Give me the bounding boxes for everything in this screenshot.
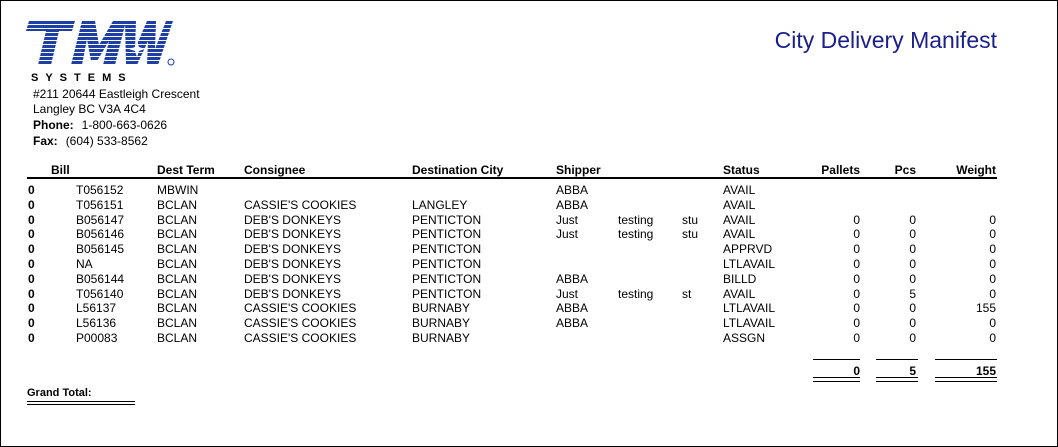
cell-s3: stu: [682, 212, 699, 227]
col-header-weight: Weight: [956, 163, 996, 177]
cell-consignee: CASSIE'S COOKIES: [244, 316, 357, 331]
cell-bill: B056147: [76, 212, 125, 227]
cell-weight: 0: [989, 242, 996, 257]
pallets-total-double-rule: [813, 377, 860, 382]
cell-dest: BCLAN: [157, 212, 198, 227]
cell-s3: st: [682, 286, 692, 301]
cell-flag: 0: [28, 316, 35, 331]
cell-s2: testing: [618, 212, 654, 227]
cell-city: BURNABY: [412, 316, 471, 331]
cell-city: PENTICTON: [412, 286, 482, 301]
cell-s2: testing: [618, 286, 654, 301]
cell-bill: P00083: [76, 331, 118, 345]
cell-bill: NA: [76, 257, 93, 271]
fax-value: (604) 533-8562: [65, 134, 148, 148]
cell-consignee: DEB'S DONKEYS: [244, 257, 341, 271]
address-line-2: Langley BC V3A 4C4: [33, 102, 146, 116]
cell-status: AVAIL: [723, 197, 756, 212]
cell-weight: 0: [989, 286, 996, 301]
col-header-bill: Bill: [51, 163, 70, 177]
cell-dest: BCLAN: [157, 197, 198, 212]
cell-bill: L56137: [76, 301, 117, 316]
cell-city: PENTICTON: [412, 212, 482, 227]
cell-weight: 0: [989, 271, 996, 286]
cell-weight: 0: [989, 331, 996, 345]
pcs-total-rule: [876, 359, 918, 360]
cell-dest: BCLAN: [157, 271, 198, 286]
cell-pallets: 0: [853, 227, 860, 242]
weight-total-rule: [935, 359, 997, 360]
cell-status: LTLAVAIL: [723, 316, 776, 331]
col-header-consignee: Consignee: [244, 163, 306, 177]
grand-total-label: Grand Total:: [27, 387, 92, 399]
cell-flag: 0: [28, 257, 35, 271]
cell-weight: 0: [989, 212, 996, 227]
phone-value: 1-800-663-0626: [81, 118, 168, 132]
cell-shipper: Just: [556, 227, 579, 242]
cell-shipper: ABBA: [556, 316, 589, 331]
pcs-total-double-rule: [876, 377, 918, 382]
cell-shipper: ABBA: [556, 183, 589, 197]
total-weight: 155: [975, 364, 996, 378]
cell-pcs: 0: [909, 316, 916, 331]
report-title: City Delivery Manifest: [774, 27, 997, 53]
col-header-dest-term: Dest Term: [157, 163, 215, 177]
cell-consignee: CASSIE'S COOKIES: [244, 197, 357, 212]
cell-pcs: 0: [909, 242, 916, 257]
cell-city: BURNABY: [412, 301, 471, 316]
cell-pcs: 0: [909, 301, 916, 316]
col-header-destination-city: Destination City: [412, 163, 504, 177]
cell-dest: BCLAN: [157, 227, 198, 242]
cell-city: PENTICTON: [412, 257, 482, 271]
cell-bill: B056145: [76, 242, 125, 257]
cell-pcs: 5: [909, 286, 916, 301]
fax-row: [33, 134, 148, 148]
cell-consignee: DEB'S DONKEYS: [244, 227, 341, 242]
cell-bill: T056152: [76, 183, 124, 197]
cell-shipper: ABBA: [556, 271, 589, 286]
total-pallets: 0: [853, 364, 860, 378]
cell-flag: 0: [28, 197, 35, 212]
cell-status: BILLD: [723, 271, 757, 286]
cell-city: PENTICTON: [412, 227, 482, 242]
cell-flag: 0: [28, 183, 35, 197]
cell-city: PENTICTON: [412, 271, 482, 286]
cell-dest: BCLAN: [157, 316, 198, 331]
header-rule: [27, 177, 997, 179]
cell-dest: MBWIN: [157, 183, 199, 197]
cell-pallets: 0: [853, 212, 860, 227]
cell-weight: 0: [989, 227, 996, 242]
cell-pallets: 0: [853, 242, 860, 257]
cell-city: PENTICTON: [412, 242, 482, 257]
cell-status: LTLAVAIL: [723, 301, 776, 316]
cell-shipper: Just: [556, 286, 579, 301]
cell-pallets: 0: [853, 257, 860, 271]
grand-total-underline: [27, 401, 135, 405]
cell-shipper: ABBA: [556, 301, 589, 316]
cell-bill: B056146: [76, 227, 125, 242]
logo-subtitle: SYSTEMS: [31, 72, 133, 84]
cell-bill: T056140: [76, 286, 124, 301]
col-header-status: Status: [723, 163, 760, 177]
cell-bill: B056144: [76, 271, 125, 286]
cell-pcs: 0: [909, 227, 916, 242]
cell-s2: testing: [618, 227, 654, 242]
total-pcs: 5: [909, 364, 916, 378]
cell-flag: 0: [28, 286, 35, 301]
cell-city: LANGLEY: [412, 197, 468, 212]
cell-flag: 0: [28, 227, 35, 242]
cell-weight: 0: [989, 316, 996, 331]
cell-dest: BCLAN: [157, 331, 198, 345]
cell-flag: 0: [28, 331, 35, 345]
cell-consignee: DEB'S DONKEYS: [244, 271, 341, 286]
cell-dest: BCLAN: [157, 301, 198, 316]
cell-consignee: DEB'S DONKEYS: [244, 286, 341, 301]
phone-label: Phone:: [33, 118, 74, 132]
cell-status: AVAIL: [723, 212, 756, 227]
cell-dest: BCLAN: [157, 257, 198, 271]
cell-city: BURNABY: [412, 331, 471, 345]
phone-row: [33, 118, 167, 132]
fax-label: Fax:: [33, 134, 58, 148]
cell-pallets: 0: [853, 271, 860, 286]
cell-shipper: ABBA: [556, 197, 589, 212]
cell-pcs: 0: [909, 257, 916, 271]
cell-weight: 0: [989, 257, 996, 271]
address-line-1: #211 20644 Eastleigh Crescent: [33, 87, 200, 101]
cell-flag: 0: [28, 242, 35, 257]
cell-status: AVAIL: [723, 183, 756, 197]
cell-consignee: DEB'S DONKEYS: [244, 242, 341, 257]
tmw-logo-mark: [25, 17, 175, 73]
cell-pallets: 0: [853, 331, 860, 345]
cell-dest: BCLAN: [157, 242, 198, 257]
pallets-total-rule: [813, 359, 860, 360]
cell-pallets: 0: [853, 301, 860, 316]
cell-s3: stu: [682, 227, 699, 242]
col-header-pcs: Pcs: [894, 163, 916, 177]
cell-flag: 0: [28, 271, 35, 286]
cell-dest: BCLAN: [157, 286, 198, 301]
cell-consignee: CASSIE'S COOKIES: [244, 301, 357, 316]
cell-status: ASSGN: [723, 331, 766, 345]
col-header-shipper: Shipper: [556, 163, 601, 177]
cell-pcs: 0: [909, 271, 916, 286]
cell-shipper: Just: [556, 212, 579, 227]
cell-weight: 155: [975, 301, 996, 316]
cell-pcs: 0: [909, 212, 916, 227]
cell-bill: L56136: [76, 316, 117, 331]
cell-status: LTLAVAIL: [723, 257, 776, 271]
col-header-pallets: Pallets: [821, 163, 860, 177]
cell-status: AVAIL: [723, 286, 756, 301]
cell-pcs: 0: [909, 331, 916, 345]
cell-consignee: CASSIE'S COOKIES: [244, 331, 357, 345]
cell-bill: T056151: [76, 197, 124, 212]
cell-pallets: 0: [853, 316, 860, 331]
cell-flag: 0: [28, 212, 35, 227]
weight-total-double-rule: [935, 377, 997, 382]
cell-status: AVAIL: [723, 227, 756, 242]
cell-pallets: 0: [853, 286, 860, 301]
cell-status: APPRVD: [723, 242, 773, 257]
cell-flag: 0: [28, 301, 35, 316]
cell-consignee: DEB'S DONKEYS: [244, 212, 341, 227]
